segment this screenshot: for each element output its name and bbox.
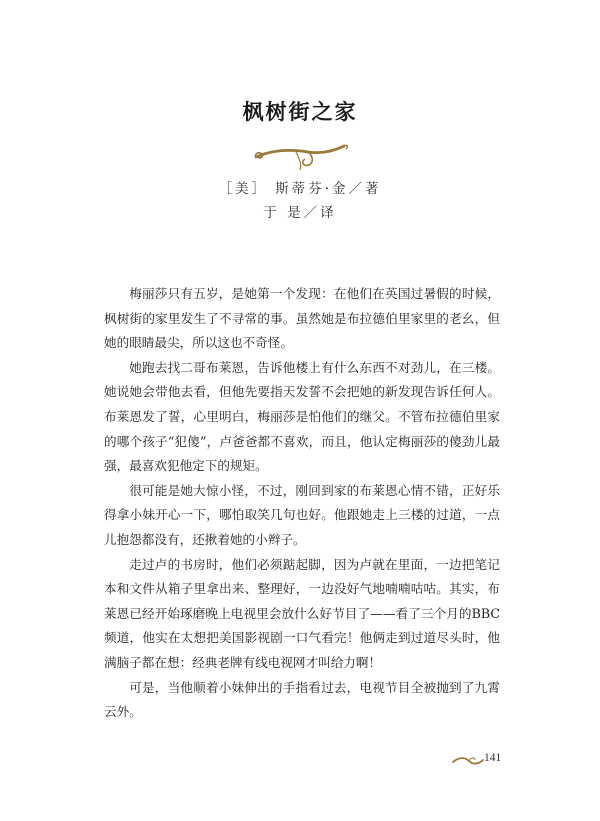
translator-line: 于 是／译 — [263, 205, 337, 221]
author-line: ［美］ 斯蒂芬·金／著 — [218, 181, 382, 197]
paragraph: 走过卢的书房时，他们必须踮起脚，因为卢就在里面，一边把笔记本和文件从箱子里拿出来、整理好，一边没好气地喃喃咕咕。其实，布莱恩已经开始琢磨晚上电视里会放什么好节目了——看了三个月的BBC频道，他实在太想把美国影视剧一口气看完！他俩走到过道尽头时，他满脑子都在想：经典老牌有线电视网才叫给力啊！ — [104, 556, 500, 670]
paragraph: 可是，当他顺着小妹伸出的手指看过去，电视节目全被抛到了九霄云外。 — [104, 679, 500, 720]
body-text — [104, 282, 500, 725]
paragraph: 梅丽莎只有五岁，是她第一个发现：在他们在英国过暑假的时候，枫树街的家里发生了不寻常的事。虽然她是布拉德伯里家里的老幺，但她的眼睛最尖，所以这也不奇怪。 — [104, 286, 500, 351]
paragraph: 很可能是她大惊小怪，不过，刚回到家的布莱恩心情不错，正好乐得拿小妹开心一下，哪怕取笑几句也好。他跟她走上三楼的过道，一点儿抱怨都没有，还揪着她的小辫子。 — [104, 482, 500, 547]
page-number: 141 — [484, 752, 502, 764]
paragraph: 她跑去找二哥布莱恩，告诉他楼上有什么东西不对劲儿，在三楼。她说她会带他去看，但他先要指天发誓不会把她的新发现告诉任何人。布莱恩发了誓，心里明白，梅丽莎是怕他们的继父。不管布拉德伯里家的哪个孩子“犯傻”，卢爸爸都不喜欢，而且，他认定梅丽莎的傻劲儿最强，最喜欢犯他定下的规矩。 — [104, 359, 500, 474]
flourish-ornament — [250, 137, 350, 173]
page-footer — [0, 751, 600, 771]
footer-flourish-icon — [451, 754, 485, 768]
chapter-title: 枫树街之家 — [242, 100, 358, 124]
